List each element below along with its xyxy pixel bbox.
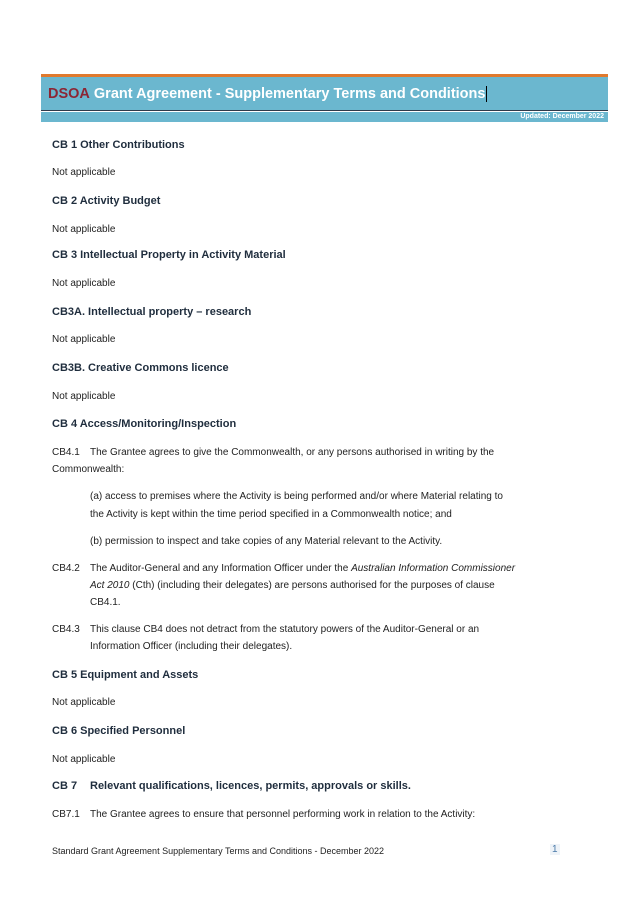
clause-item-a-line2: the Activity is kept within the time period specified in a Commonwealth notice; and — [90, 509, 452, 520]
clause-item-a-line1: (a) access to premises where the Activity is being performed and/or where Material relating to — [90, 491, 503, 502]
clause-text-cb4-3-line2: Information Officer (including their delegates). — [90, 641, 293, 652]
section-number-cb7: CB 7 — [52, 780, 78, 792]
clause-number-cb7-1: CB7.1 — [52, 809, 80, 820]
clause-text-cb7-1: The Grantee agrees to ensure that personnel performing work in relation to the Activity: — [90, 809, 476, 820]
section-heading-cb3a: CB3A. Intellectual property – research — [52, 306, 252, 318]
footer-text: Standard Grant Agreement Supplementary Terms and Conditions - December 2022 — [52, 846, 385, 856]
section-text-cb6: Not applicable — [52, 754, 116, 765]
clause-text-cb4-2-pre: The Auditor-General and any Information Officer under the — [90, 563, 352, 574]
document-title: Grant Agreement - Supplementary Terms and Conditions — [93, 85, 486, 102]
section-heading-cb1: CB 1 Other Contributions — [52, 139, 185, 151]
section-text-cb2: Not applicable — [52, 224, 116, 235]
section-text-cb3: Not applicable — [52, 278, 116, 289]
act-name: Australian Information Commissioner — [351, 563, 516, 574]
section-heading-cb6: CB 6 Specified Personnel — [52, 725, 186, 737]
clause-text-cb4-3-line1: This clause CB4 does not detract from the statutory powers of the Auditor-General or an — [90, 624, 480, 635]
brand-label: DSOA — [48, 85, 90, 102]
page-number: 1 — [552, 844, 558, 855]
section-heading-cb5: CB 5 Equipment and Assets — [52, 669, 199, 681]
header-title-bar — [41, 77, 608, 111]
clause-text-cb4-2-line1 — [90, 560, 570, 578]
updated-date: Updated: December 2022 — [41, 112, 608, 122]
section-heading-cb4: CB 4 Access/Monitoring/Inspection — [52, 418, 237, 430]
section-text-cb3a: Not applicable — [52, 334, 116, 345]
text-cursor — [486, 86, 487, 102]
section-text-cb1: Not applicable — [52, 167, 116, 178]
section-heading-cb7: Relevant qualifications, licences, permits, approvals or skills. — [90, 780, 411, 792]
clause-number-cb4-2: CB4.2 — [52, 563, 80, 574]
clause-text-cb4-2-line2 — [90, 577, 570, 595]
clause-number-cb4-3: CB4.3 — [52, 624, 80, 635]
clause-text-cb4-2-post: (Cth) (including their delegates) are persons authorised for the purposes of clause — [129, 580, 495, 591]
document-header — [41, 74, 608, 123]
clause-text-cb4-1: The Grantee agrees to give the Commonwealth, or any persons authorised in writing by the — [90, 447, 495, 458]
act-year: Act 2010 — [90, 580, 130, 591]
clause-number-cb4-1: CB4.1 — [52, 447, 80, 458]
section-heading-cb3b: CB3B. Creative Commons licence — [52, 362, 229, 374]
section-text-cb5: Not applicable — [52, 697, 116, 708]
clause-text-cb4-2-end: CB4.1. — [90, 597, 121, 608]
section-text-cb3b: Not applicable — [52, 391, 116, 402]
clause-text-cb4-1-cont: Commonwealth: — [52, 464, 125, 475]
section-heading-cb2: CB 2 Activity Budget — [52, 195, 161, 207]
clause-item-b: (b) permission to inspect and take copies of any Material relevant to the Activity. — [90, 536, 443, 547]
section-heading-cb3: CB 3 Intellectual Property in Activity Material — [52, 249, 286, 261]
